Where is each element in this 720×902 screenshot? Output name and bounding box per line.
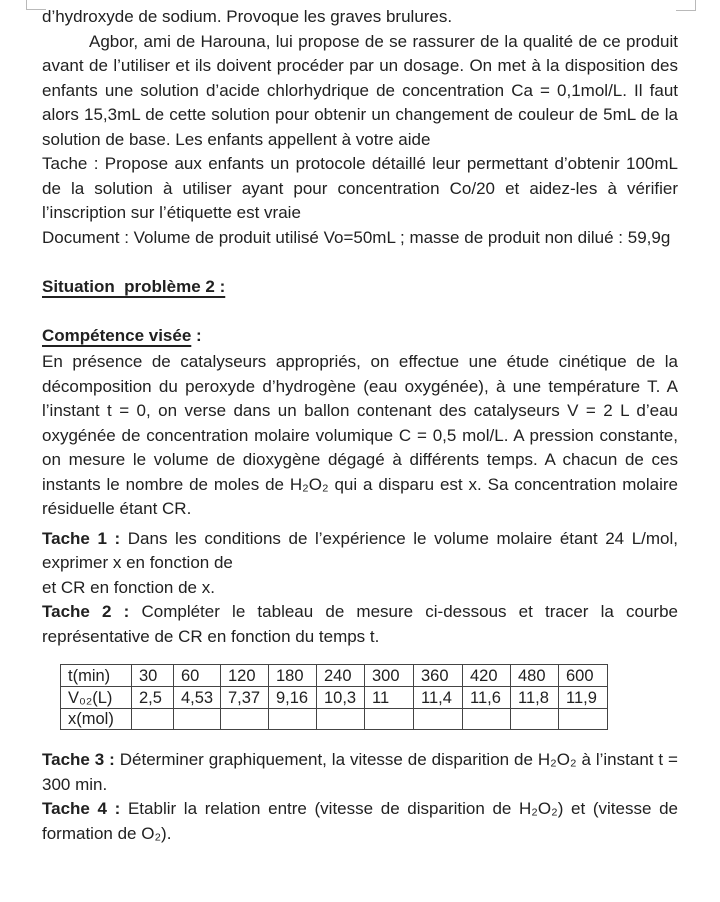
tache-2-text: Compléter le tableau de mesure ci-dessous et tracer la courbe représentative de CR en fonction du temps t. xyxy=(42,602,678,646)
table-cell-empty xyxy=(511,709,559,730)
table-cell-label: x(mol) xyxy=(61,709,132,730)
table-cell-empty xyxy=(414,709,463,730)
tache-2-label: Tache 2 : xyxy=(42,602,130,621)
table-cell: 600 xyxy=(559,665,608,687)
table-cell: 60 xyxy=(174,665,221,687)
tache-1-label: Tache 1 : xyxy=(42,528,121,548)
table-cell-label: t(min) xyxy=(61,665,132,687)
table-cell: 4,53 xyxy=(174,687,221,709)
table-cell-label: V₀₂(L) xyxy=(61,687,132,709)
tache-1-text-line-1: Dans les conditions de l’expérience le volume molaire étant 24 L/mol, exprimer x en fonction de xyxy=(42,528,679,572)
paragraph-tache-3 xyxy=(42,748,678,797)
table-cell: 480 xyxy=(511,665,559,687)
table-cell-empty xyxy=(221,709,269,730)
table-row-x-mol xyxy=(61,709,608,730)
table-cell: 300 xyxy=(365,665,414,687)
paragraph-tache-1 xyxy=(42,527,678,601)
paragraph-hydroxyde: d’hydroxyde de sodium. Provoque les graves brulures. xyxy=(42,7,453,26)
table-row-volume-o2 xyxy=(61,687,608,709)
table-cell: 11,4 xyxy=(414,687,463,709)
table-cell: 7,37 xyxy=(221,687,269,709)
tache-4-text: Etablir la relation entre (vitesse de disparition de H₂O₂) et (vitesse de formation de O₂). xyxy=(42,799,679,843)
table-cell: 420 xyxy=(463,665,511,687)
table-cell-empty xyxy=(559,709,608,730)
table-cell-empty xyxy=(174,709,221,730)
paragraph-document-donnees: Document : Volume de produit utilisé Vo=50mL ; masse de produit non dilué : 59,9g xyxy=(42,227,671,247)
table-cell: 11 xyxy=(365,687,414,709)
tache-3-text: Déterminer graphiquement, la vitesse de disparition de H₂O₂ à l’instant t = 300 min. xyxy=(42,750,678,794)
paragraph-etude-cinetique: En présence de catalyseurs appropriés, on effectue une étude cinétique de la décomposition du peroxyde d’hydrogène (eau oxygénée), à une température T. A l’instant t = 0, on verse dans un ballon contenant des catalyseurs V = 2 L d’eau oxygénée de concentration molaire volumique C = 0,5 mol/L. A pression constante, on mesure le volume de dioxygène dégagé à différents temps. A chacun de ces instants le nombre de moles de H₂O₂ qui a disparu est x. Sa concentration molaire résiduelle étant CR. xyxy=(42,352,678,518)
table-cell: 180 xyxy=(269,665,317,687)
text-boundary-mark-top-left xyxy=(26,0,46,10)
table-cell: 30 xyxy=(132,665,174,687)
table-cell-empty xyxy=(317,709,365,730)
table-cell-empty xyxy=(365,709,414,730)
heading-competence-underlined-text: Compétence visée xyxy=(42,325,192,345)
table-cell: 120 xyxy=(221,665,269,687)
text-boundary-mark-top-right xyxy=(676,0,696,11)
table-cell: 360 xyxy=(414,665,463,687)
paragraph-tache-4 xyxy=(42,797,678,846)
table-cell-empty xyxy=(269,709,317,730)
tache-4-label: Tache 4 : xyxy=(42,799,121,818)
paragraph-tache-protocole: Tache : Propose aux enfants un protocole détaillé leur permettant d’obtenir 100mL de la solution à utiliser ayant pour concentration Co/20 et aidez-les à vérifier l’inscription sur l’étiquette est vraie xyxy=(42,154,678,222)
table-cell-empty xyxy=(463,709,511,730)
table-cell: 11,6 xyxy=(463,687,511,709)
paragraph-tache-2 xyxy=(42,600,678,649)
heading-competence-colon: : xyxy=(191,325,202,345)
heading-competence-visee xyxy=(42,324,678,349)
heading-situation-probleme-2: Situation problème 2 : xyxy=(42,276,226,296)
table-cell-empty xyxy=(132,709,174,730)
table-cell: 10,3 xyxy=(317,687,365,709)
table-row-time xyxy=(61,665,608,687)
table-cell: 2,5 xyxy=(132,687,174,709)
measurement-table xyxy=(60,664,608,730)
table-cell: 11,9 xyxy=(559,687,608,709)
table-cell: 11,8 xyxy=(511,687,559,709)
table-cell: 9,16 xyxy=(269,687,317,709)
tache-3-label: Tache 3 : xyxy=(42,750,115,769)
paragraph-agbor-dosage: Agbor, ami de Harouna, lui propose de se rassurer de la qualité de ce produit avant de l’utiliser et ils doivent procéder par un dosage. On met à la disposition des enfants une solution d’acide chlorhydrique de concentration Ca = 0,1mol/L. Il faut alors 15,3mL de cette solution pour obtenir un changement de couleur de 5mL de la solution de base. Les enfants appellent à votre aide xyxy=(42,31,678,149)
tache-1-text-line-2: et CR en fonction de x. xyxy=(42,577,215,597)
table-cell: 240 xyxy=(317,665,365,687)
